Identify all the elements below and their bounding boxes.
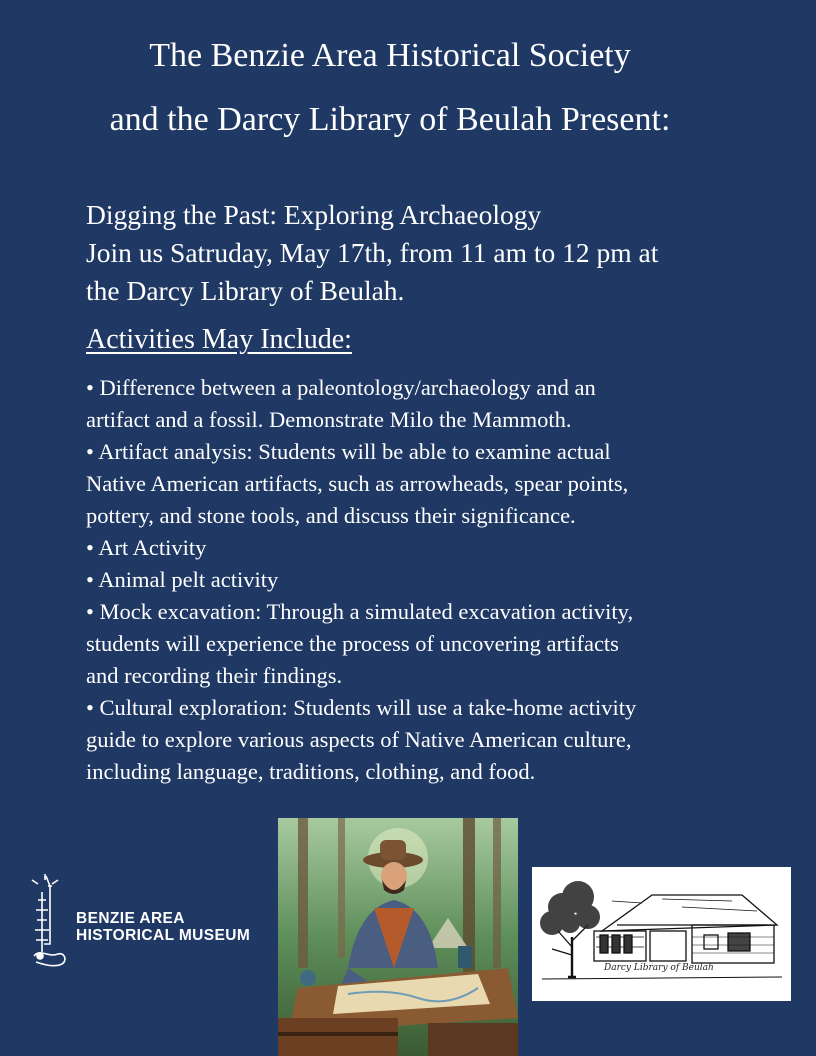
header-line-2: and the Darcy Library of Beulah Present:: [109, 101, 671, 138]
activity-line: guide to explore various aspects of Native American culture,: [86, 727, 632, 752]
activity-line: • Difference between a paleontology/archaeology and an: [86, 375, 596, 400]
logo-line-2: HISTORICAL MUSEUM: [76, 927, 251, 944]
library-building-drawing: [532, 867, 791, 1001]
activity-line: pottery, and stone tools, and discuss their significance.: [86, 503, 576, 528]
archaeologist-painting: [278, 818, 518, 1056]
activity-line: Native American artifacts, such as arrowheads, spear points,: [86, 471, 629, 496]
activity-line: artifact and a fossil. Demonstrate Milo the Mammoth.: [86, 407, 572, 432]
logo-line-1: BENZIE AREA: [76, 910, 185, 927]
event-details-line-2: the Darcy Library of Beulah.: [86, 275, 405, 306]
activity-line: • Art Activity: [86, 535, 207, 560]
header-line-1: The Benzie Area Historical Society: [149, 37, 631, 74]
activities-heading: Activities May Include:: [86, 324, 352, 355]
event-intro: [86, 196, 786, 310]
museum-logo-text: [76, 910, 250, 944]
activities-list: [86, 372, 766, 788]
activity-line: • Animal pelt activity: [86, 567, 279, 592]
activity-line: • Artifact analysis: Students will be able to examine actual: [86, 439, 611, 464]
event-details-line-1: Join us Satruday, May 17th, from 11 am to 12 pm at: [86, 237, 659, 268]
activity-line: students will experience the process of uncovering artifacts: [86, 631, 619, 656]
sketch-caption: Darcy Library of Beulah: [604, 963, 714, 973]
activity-line: • Cultural exploration: Students will use a take-home activity: [86, 695, 637, 720]
event-title: Digging the Past: Exploring Archaeology: [86, 199, 542, 230]
activity-line: • Mock excavation: Through a simulated excavation activity,: [86, 599, 634, 624]
activity-line: including language, traditions, clothing, and food.: [86, 759, 536, 784]
library-sketch: [532, 867, 791, 1001]
activity-line: and recording their findings.: [86, 663, 343, 688]
